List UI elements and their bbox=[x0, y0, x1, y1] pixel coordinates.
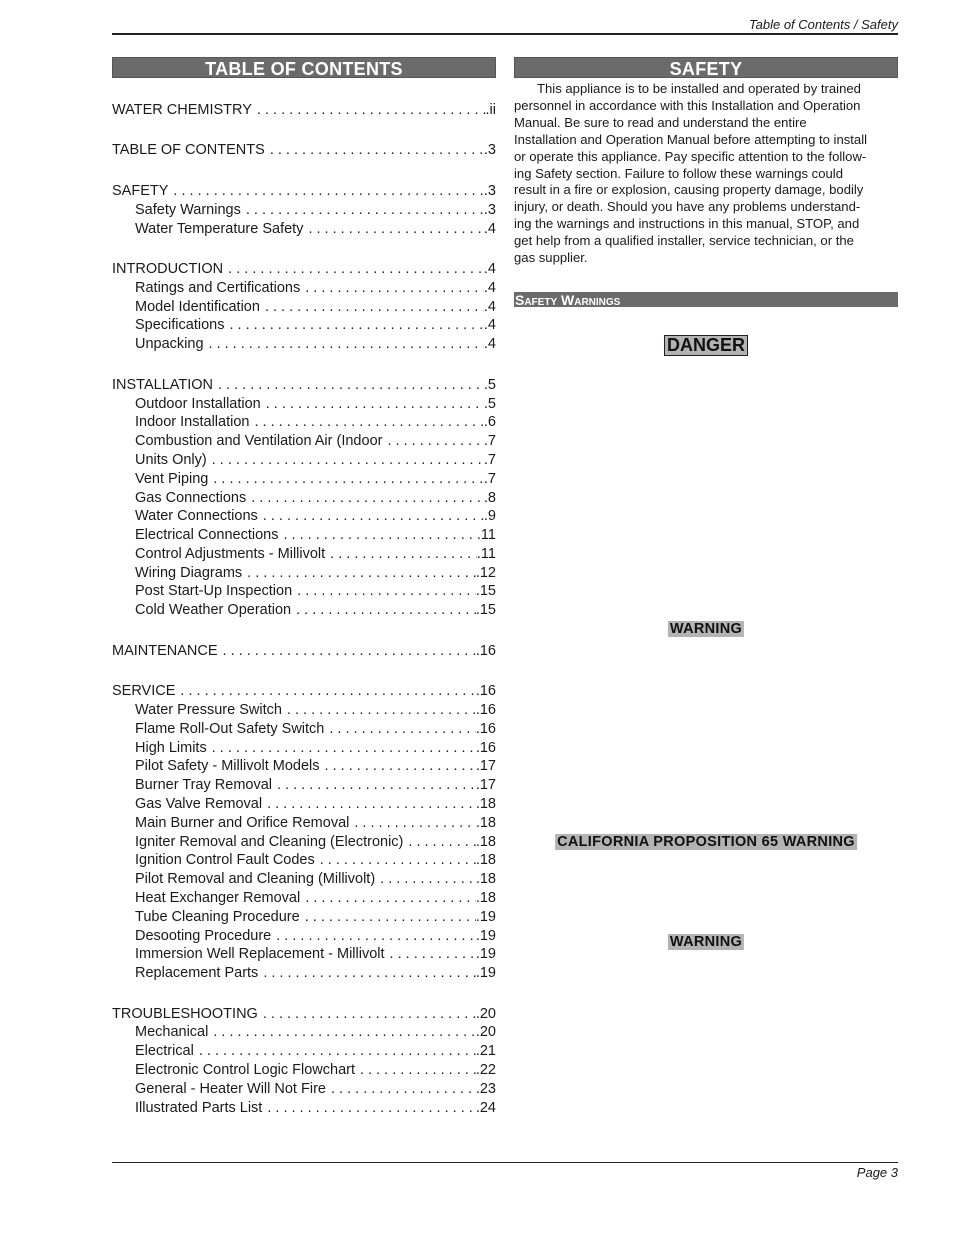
toc-subentry bbox=[112, 433, 496, 452]
toc-entry-label: Specifications bbox=[135, 317, 225, 334]
toc-entry-label: Unpacking bbox=[135, 336, 204, 353]
toc-page-number: .16 bbox=[475, 720, 496, 737]
toc-page-number: .4 bbox=[483, 279, 496, 296]
toc-dot-leader bbox=[258, 508, 484, 524]
toc-entry-label: Combustion and Ventilation Air (Indoor bbox=[135, 433, 383, 450]
toc-entry-label: Ratings and Certifications bbox=[135, 279, 301, 296]
toc-subentry bbox=[112, 1100, 496, 1119]
toc-page-number: .11 bbox=[476, 527, 496, 544]
toc-entry-label: Gas Connections bbox=[135, 489, 247, 506]
toc-entry-label: Ignition Control Fault Codes bbox=[135, 852, 315, 869]
safety-intro-paragraph bbox=[514, 81, 898, 267]
toc-dot-leader bbox=[218, 643, 476, 659]
toc-dot-leader bbox=[208, 1024, 475, 1040]
toc-entry-label: Illustrated Parts List bbox=[135, 1099, 263, 1116]
toc-subentry bbox=[112, 336, 496, 355]
toc-dot-leader bbox=[300, 280, 484, 296]
prop65-warning-label: CALIFORNIA PROPOSITION 65 WARNING bbox=[557, 834, 855, 850]
toc-group bbox=[112, 142, 496, 161]
toc-page-number: .18 bbox=[475, 796, 496, 813]
toc-entry bbox=[112, 643, 496, 662]
intro-line-text: ing Safety section. Failure to follow these warnings could bbox=[514, 165, 843, 181]
toc-entry-label: Post Start-Up Inspection bbox=[135, 583, 293, 600]
toc-page-number: .19 bbox=[475, 946, 496, 963]
toc-subentry bbox=[112, 702, 496, 721]
toc-page-number: .16 bbox=[475, 683, 496, 700]
toc-dot-leader bbox=[262, 796, 476, 812]
toc-dot-leader bbox=[300, 890, 476, 906]
toc-subentry bbox=[112, 1043, 496, 1062]
toc-entry-label: Desooting Procedure bbox=[135, 927, 272, 944]
toc-entry-label: Pilot Safety - Millivolt Models bbox=[135, 758, 320, 775]
toc-page-number: .16 bbox=[475, 739, 496, 756]
intro-line bbox=[514, 216, 898, 233]
toc-subentry bbox=[112, 490, 496, 509]
toc-page-number: .19 bbox=[475, 927, 496, 944]
toc-entry-label: Control Adjustments - Millivolt bbox=[135, 545, 326, 562]
toc-dot-leader bbox=[292, 583, 476, 599]
toc-entry-label: Cold Weather Operation bbox=[135, 602, 292, 619]
toc-entry bbox=[112, 142, 496, 161]
toc-page-number: .22 bbox=[475, 1062, 496, 1079]
toc-subentry bbox=[112, 565, 496, 584]
toc-group bbox=[112, 643, 496, 662]
toc-page-number: .15 bbox=[475, 602, 496, 619]
toc-page-number: .16 bbox=[475, 642, 496, 659]
toc-dot-leader bbox=[241, 202, 484, 218]
toc-page-number: .12 bbox=[475, 564, 496, 581]
toc-page-number: .4 bbox=[483, 298, 496, 315]
intro-line-text: personnel in accordance with this Installation and Operation bbox=[514, 97, 861, 113]
toc-dot-leader bbox=[403, 834, 475, 850]
toc-page-number: .21 bbox=[475, 1043, 496, 1060]
intro-line-text: This appliance is to be installed and operated by trained bbox=[537, 81, 861, 96]
toc-entry-label: Vent Piping bbox=[135, 470, 209, 487]
toc-subentry bbox=[112, 758, 496, 777]
toc-page-number: .4 bbox=[483, 261, 496, 278]
toc-dot-leader bbox=[207, 452, 484, 468]
toc-page-number: .ii bbox=[485, 102, 496, 118]
bottom-rule bbox=[112, 1162, 898, 1163]
toc-entry bbox=[112, 102, 496, 121]
toc-page-number: .24 bbox=[475, 1099, 496, 1116]
intro-line bbox=[514, 182, 898, 199]
toc-subentry bbox=[112, 1024, 496, 1043]
toc-dot-leader bbox=[326, 1081, 476, 1097]
toc-page-number: .3 bbox=[483, 142, 496, 159]
toc-entry-label: TABLE OF CONTENTS bbox=[112, 142, 265, 159]
toc-entry-label: Units Only) bbox=[135, 451, 207, 468]
toc-entry-label: Replacement Parts bbox=[135, 965, 259, 982]
toc-group bbox=[112, 102, 496, 121]
toc-page-number: .7 bbox=[483, 470, 496, 487]
toc-dot-leader bbox=[375, 871, 476, 887]
intro-line bbox=[514, 115, 898, 132]
toc-subentry bbox=[112, 834, 496, 853]
toc-subentry bbox=[112, 1081, 496, 1100]
toc-entry-label: Water Temperature Safety bbox=[135, 220, 304, 237]
toc-entry-label: Main Burner and Orifice Removal bbox=[135, 814, 350, 831]
toc-dot-leader bbox=[320, 758, 476, 774]
toc-dot-leader bbox=[260, 299, 484, 315]
intro-line bbox=[514, 81, 898, 98]
toc-entry bbox=[112, 261, 496, 280]
toc-entry-label: Mechanical bbox=[135, 1024, 209, 1041]
intro-line bbox=[514, 149, 898, 166]
toc-dot-leader bbox=[385, 946, 476, 962]
toc-entry-label: Wiring Diagrams bbox=[135, 564, 243, 581]
toc-dot-leader bbox=[208, 471, 484, 487]
running-header: Table of Contents / Safety bbox=[748, 17, 898, 32]
toc-page-number: .17 bbox=[475, 758, 496, 775]
intro-line-text: result in a fire or explosion, causing property damage, bodily bbox=[514, 182, 864, 198]
toc-page-number: .5 bbox=[483, 376, 496, 393]
toc-page-number: .3 bbox=[483, 201, 496, 218]
toc-page-number: .15 bbox=[475, 583, 496, 600]
toc-page-number: .18 bbox=[475, 814, 496, 831]
toc-dot-leader bbox=[349, 815, 475, 831]
toc-entry-label: WATER CHEMISTRY bbox=[112, 102, 252, 118]
toc-dot-leader bbox=[303, 221, 483, 237]
toc-entry-label: Heat Exchanger Removal bbox=[135, 890, 301, 907]
page-number: Page 3 bbox=[856, 1165, 898, 1180]
toc-subentry bbox=[112, 396, 496, 415]
intro-line bbox=[514, 166, 898, 183]
toc-entry bbox=[112, 183, 496, 202]
toc-page-number: .18 bbox=[475, 852, 496, 869]
toc-entry bbox=[112, 683, 496, 702]
toc-dot-leader bbox=[278, 527, 476, 543]
intro-line bbox=[514, 199, 898, 216]
warning-label: WARNING bbox=[669, 934, 743, 950]
toc-column bbox=[112, 57, 496, 1140]
toc-dot-leader bbox=[262, 1100, 476, 1116]
toc-subentry bbox=[112, 221, 496, 240]
toc-page-number: .18 bbox=[475, 890, 496, 907]
toc-dot-leader bbox=[382, 433, 483, 449]
toc-entry-label: Electrical bbox=[135, 1043, 194, 1060]
toc-entry-label: Outdoor Installation bbox=[135, 395, 261, 412]
toc-dot-leader bbox=[291, 602, 476, 618]
intro-line-text: get help from a qualified installer, service technician, or the bbox=[514, 233, 854, 249]
toc-page-number: .7 bbox=[483, 433, 496, 450]
toc-page-number: .20 bbox=[475, 1024, 496, 1041]
toc-page-number: .3 bbox=[483, 182, 496, 199]
toc-heading: TABLE OF CONTENTS bbox=[112, 57, 496, 78]
toc-page-number: .9 bbox=[483, 508, 496, 525]
toc-group bbox=[112, 683, 496, 984]
toc-group bbox=[112, 183, 496, 239]
toc-entry-label: General - Heater Will Not Fire bbox=[135, 1080, 326, 1097]
toc-dot-leader bbox=[224, 317, 483, 333]
intro-line bbox=[514, 132, 898, 149]
toc-subentry bbox=[112, 740, 496, 759]
danger-label: DANGER bbox=[664, 335, 748, 356]
toc-entry-label: TROUBLESHOOTING bbox=[112, 1005, 258, 1022]
toc-subentry bbox=[112, 1062, 496, 1081]
toc-page-number: .4 bbox=[483, 220, 496, 237]
toc-dot-leader bbox=[194, 1043, 476, 1059]
toc-subentry bbox=[112, 546, 496, 565]
safety-warnings-subheading: Safety Warnings bbox=[514, 292, 898, 307]
toc-subentry bbox=[112, 928, 496, 947]
toc-subentry bbox=[112, 202, 496, 221]
toc-dot-leader bbox=[252, 102, 486, 118]
toc-entry bbox=[112, 1006, 496, 1025]
toc-subentry bbox=[112, 583, 496, 602]
toc-dot-leader bbox=[265, 142, 484, 158]
toc-subentry bbox=[112, 602, 496, 621]
toc-subentry bbox=[112, 299, 496, 318]
intro-line-text: gas supplier. bbox=[514, 250, 588, 266]
toc-entry-label: High Limits bbox=[135, 739, 207, 756]
toc-subentry bbox=[112, 414, 496, 433]
toc-entry-label: Electrical Connections bbox=[135, 527, 279, 544]
toc-subentry bbox=[112, 452, 496, 471]
toc-entry-label: Tube Cleaning Procedure bbox=[135, 908, 300, 925]
toc-page-number: .5 bbox=[483, 395, 496, 412]
toc-entry-label: INSTALLATION bbox=[112, 376, 213, 393]
toc-dot-leader bbox=[246, 490, 484, 506]
toc-subentry bbox=[112, 946, 496, 965]
toc-dot-leader bbox=[213, 377, 484, 393]
toc-page-number: .23 bbox=[475, 1080, 496, 1097]
toc-subentry bbox=[112, 721, 496, 740]
toc-subentry bbox=[112, 280, 496, 299]
toc-group bbox=[112, 1006, 496, 1119]
toc-entry-label: Gas Valve Removal bbox=[135, 796, 263, 813]
toc-entry-label: Model Identification bbox=[135, 298, 260, 315]
toc-page-number: .4 bbox=[483, 336, 496, 353]
toc-dot-leader bbox=[272, 777, 476, 793]
toc-dot-leader bbox=[282, 702, 476, 718]
toc-entry-label: Water Pressure Switch bbox=[135, 702, 282, 719]
toc-entry-label: Electronic Control Logic Flowchart bbox=[135, 1062, 356, 1079]
toc-entry-label: SAFETY bbox=[112, 182, 169, 199]
toc-list bbox=[112, 102, 496, 1118]
toc-entry-label: Safety Warnings bbox=[135, 201, 241, 218]
toc-page-number: .16 bbox=[475, 702, 496, 719]
toc-group bbox=[112, 261, 496, 355]
intro-line-text: ing the warnings and instructions in this manual, STOP, and bbox=[514, 216, 860, 232]
safety-heading: SAFETY bbox=[514, 57, 898, 78]
toc-entry-label: Water Connections bbox=[135, 508, 258, 525]
toc-dot-leader bbox=[325, 546, 477, 562]
toc-dot-leader bbox=[300, 909, 476, 925]
toc-dot-leader bbox=[249, 414, 483, 430]
toc-subentry bbox=[112, 796, 496, 815]
intro-line-text: Installation and Operation Manual before attempting to install bbox=[514, 131, 868, 147]
toc-page-number: .4 bbox=[483, 317, 496, 334]
toc-dot-leader bbox=[271, 928, 476, 944]
toc-entry-label: Pilot Removal and Cleaning (Millivolt) bbox=[135, 871, 376, 888]
toc-dot-leader bbox=[223, 261, 484, 277]
toc-dot-leader bbox=[175, 683, 475, 699]
toc-dot-leader bbox=[168, 183, 484, 199]
toc-subentry bbox=[112, 852, 496, 871]
intro-line-text: or operate this appliance. Pay specific attention to the follow- bbox=[514, 148, 867, 164]
toc-subentry bbox=[112, 527, 496, 546]
toc-page-number: .18 bbox=[475, 871, 496, 888]
intro-line-text: Manual. Be sure to read and understand the entire bbox=[514, 114, 807, 130]
toc-entry bbox=[112, 377, 496, 396]
toc-entry-label: Immersion Well Replacement - Millivolt bbox=[135, 946, 385, 963]
toc-entry-label: Igniter Removal and Cleaning (Electronic) bbox=[135, 833, 404, 850]
intro-line bbox=[514, 250, 898, 267]
intro-line-text: injury, or death. Should you have any problems understand- bbox=[514, 199, 861, 215]
toc-dot-leader bbox=[315, 852, 476, 868]
toc-entry-label: INTRODUCTION bbox=[112, 261, 224, 278]
toc-subentry bbox=[112, 890, 496, 909]
toc-subentry bbox=[112, 777, 496, 796]
toc-entry-label: Flame Roll-Out Safety Switch bbox=[135, 720, 325, 737]
toc-entry-label: Burner Tray Removal bbox=[135, 777, 272, 794]
toc-page-number: .6 bbox=[483, 414, 496, 431]
intro-line bbox=[514, 98, 898, 115]
safety-column bbox=[514, 57, 898, 950]
toc-subentry bbox=[112, 815, 496, 834]
toc-subentry bbox=[112, 965, 496, 984]
toc-page-number: .11 bbox=[476, 545, 496, 562]
toc-entry-label: MAINTENANCE bbox=[112, 642, 218, 659]
toc-group bbox=[112, 377, 496, 621]
warning-label: WARNING bbox=[669, 621, 743, 637]
toc-entry-label: Indoor Installation bbox=[135, 414, 250, 431]
toc-subentry bbox=[112, 508, 496, 527]
toc-page-number: .19 bbox=[475, 965, 496, 982]
toc-dot-leader bbox=[207, 740, 476, 756]
toc-dot-leader bbox=[204, 336, 484, 352]
top-rule bbox=[112, 33, 898, 35]
toc-page-number: .19 bbox=[475, 908, 496, 925]
toc-page-number: .17 bbox=[475, 777, 496, 794]
toc-dot-leader bbox=[324, 721, 475, 737]
toc-page-number: .20 bbox=[475, 1005, 496, 1022]
intro-line bbox=[514, 233, 898, 250]
toc-entry-label: SERVICE bbox=[112, 683, 176, 700]
toc-page-number: .18 bbox=[475, 833, 496, 850]
toc-page-number: .8 bbox=[483, 489, 496, 506]
toc-dot-leader bbox=[242, 565, 476, 581]
toc-subentry bbox=[112, 317, 496, 336]
toc-dot-leader bbox=[355, 1062, 476, 1078]
toc-dot-leader bbox=[258, 965, 476, 981]
toc-subentry bbox=[112, 909, 496, 928]
toc-subentry bbox=[112, 871, 496, 890]
toc-page-number: .7 bbox=[483, 451, 496, 468]
toc-dot-leader bbox=[258, 1006, 476, 1022]
toc-subentry bbox=[112, 471, 496, 490]
toc-dot-leader bbox=[261, 396, 484, 412]
